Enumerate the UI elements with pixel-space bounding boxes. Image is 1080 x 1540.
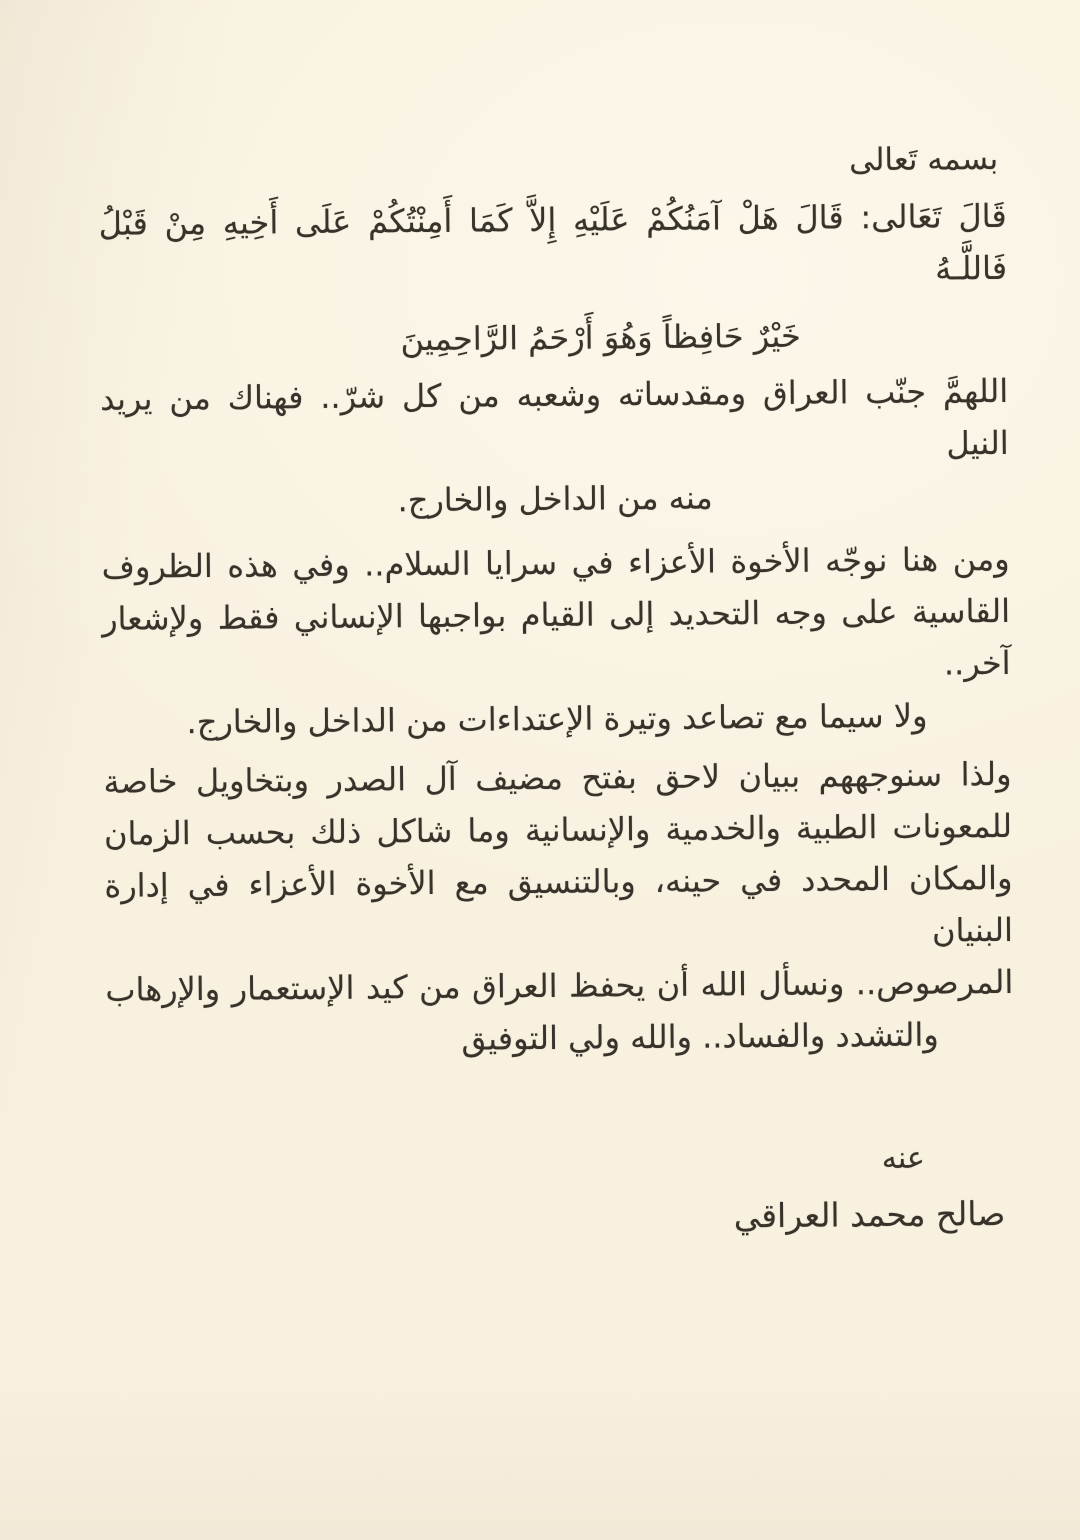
directive-line-4: المرصوص.. ونسأل الله أن يحفظ العراق من كيد الإستعمار والإرهاب [105,962,1014,1009]
signature-on-behalf: عنه [881,1140,926,1177]
directive-line-3: والمكان المحدد في حينه، وبالتنسيق مع الأخوة الأعزاء في إدارة البنيان [104,858,1014,950]
address-line-1: ومن هنا نوجّه الأخوة الأعزاء في سرايا السلام.. وفي هذه الظروف [101,539,1010,586]
directive-line-2: للمعونات الطبية والخدمية والإنسانية وما شاكل ذلك بحسب الزمان [103,806,1013,853]
signature-name: صالح محمد العراقي [733,1193,1006,1236]
prayer-line-2: منه من الداخل والخارج. [397,478,713,520]
signature-block [107,1132,1016,1248]
address-line-2: القاسية على وجه التحديد إلى القيام بواجبها الإنساني فقط ولإشعار آخر.. [101,591,1011,683]
directive-line-5: والتشدد والفساد.. والله ولي التوفيق [461,1015,939,1058]
quran-verse-line-2: خَيْرٌ حَافِظاً وَهُوَ أَرْحَمُ الرَّاحِمِينَ [400,316,802,359]
address-line-3: ولا سيما مع تصاعد وتيرة الإعتداءات من الداخل والخارج. [186,696,928,742]
prayer-line-1: اللهمَّ جنّب العراق ومقدساته وشعبه من كل شرّ.. فهناك من يريد النيل [100,371,1009,463]
directive-line-1: ولذا سنوجههم ببيان لاحق بفتح مضيف آل الصدر وبتخاويل خاصة [103,754,1012,801]
basmala-heading: بسمه تَعالى [848,140,999,179]
quran-verse-line-1: قَالَ تَعَالى: قَالَ هَلْ آمَنُكُمْ عَلَيْهِ إِلاَّ كَمَا أَمِنْتُكُمْ عَلَى أَخِيهِ مِنْ قَبْلُ فَاللَّـهُ [98,196,1008,288]
